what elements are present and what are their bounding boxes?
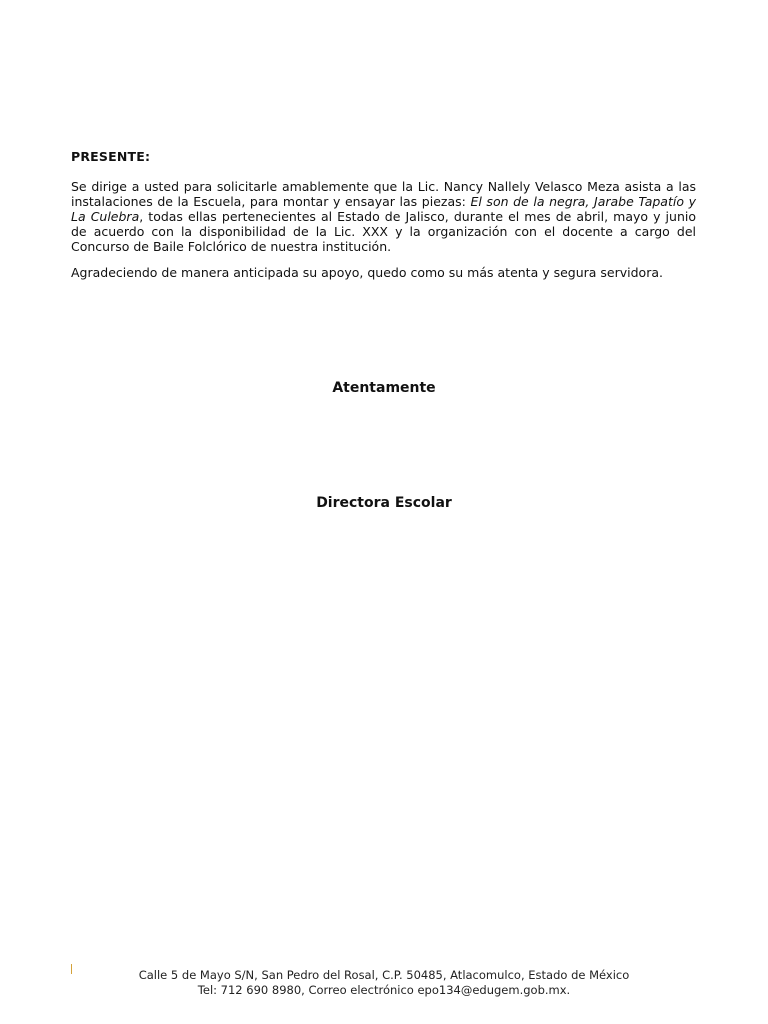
closing-phrase: Atentamente (332, 380, 436, 396)
thanks-paragraph: Agradeciendo de manera anticipada su apoyo, quedo como su más atenta y segura servidora. (71, 265, 663, 280)
footer-contact: Tel: 712 690 8980, Correo electrónico epo134@edugem.gob.mx. (197, 983, 571, 997)
body-text-part1: Se dirige a usted para solicitarle amablemente que la Lic. Nancy Nallely Velasco Meza asista a las instalaciones de la Escuela, para montar y ensayar las piezas: (71, 179, 696, 209)
footer-address: Calle 5 de Mayo S/N, San Pedro del Rosal, C.P. 50485, Atlacomulco, Estado de México (138, 968, 630, 982)
body-text-part2: , todas ellas pertenecientes al Estado de Jalisco, durante el mes de abril, mayo y junio de acuerdo con la disponibilidad de la Lic. XXX y la organización con el docente a cargo del Concurso de Baile Folclórico de nuestra institución. (71, 209, 696, 254)
pieces-list: El son de la negra, Jarabe Tapatío y La Culebra (71, 194, 696, 224)
salutation: PRESENTE: (71, 149, 151, 164)
footer (0, 968, 768, 998)
body-paragraph (71, 179, 696, 254)
signer-title: Directora Escolar (316, 495, 452, 511)
